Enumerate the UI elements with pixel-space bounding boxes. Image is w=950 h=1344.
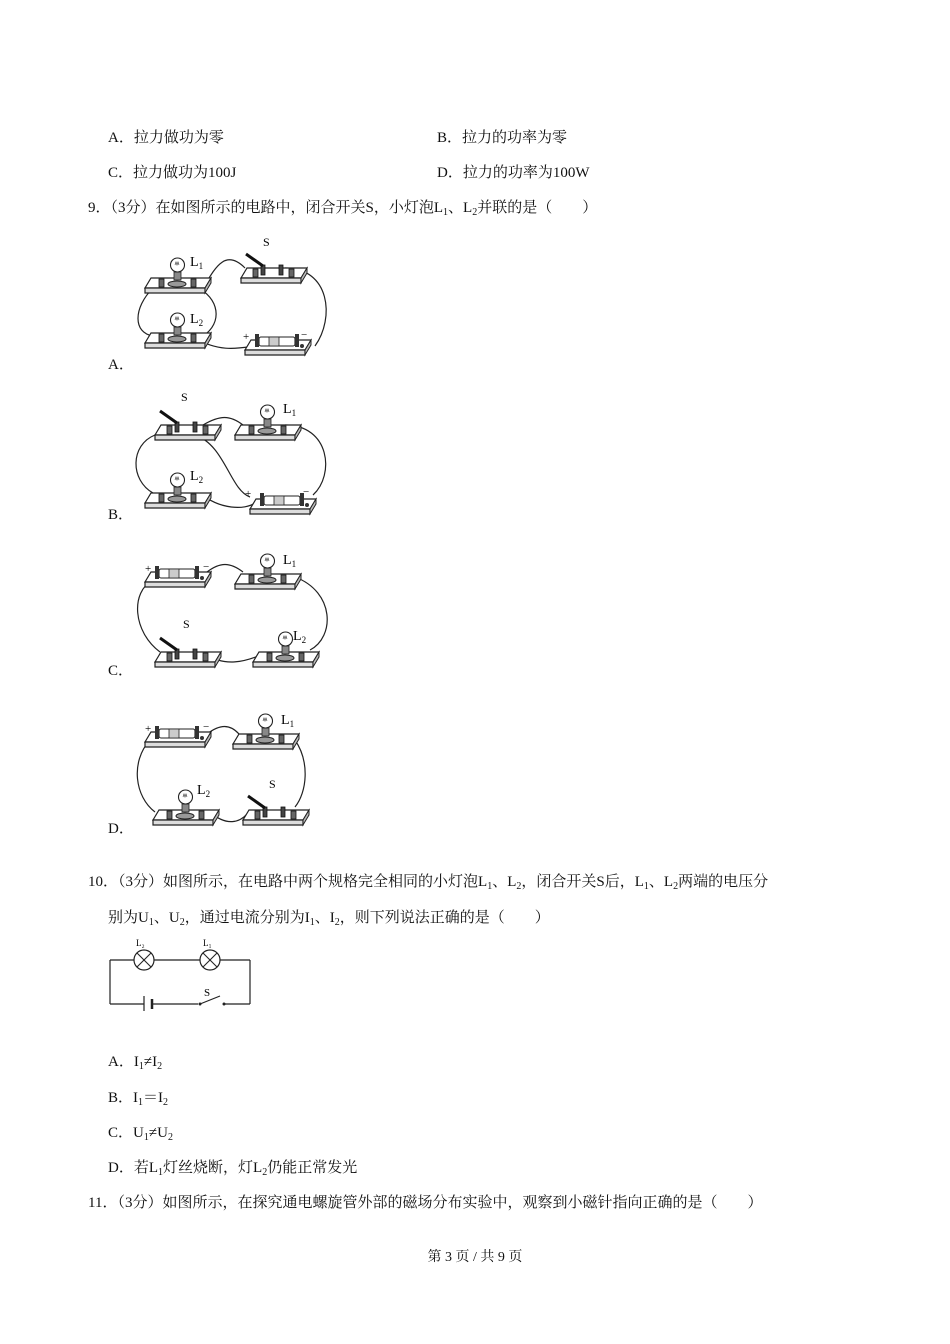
label-l2-sub: 2 bbox=[301, 635, 307, 645]
q8-option-c bbox=[108, 161, 236, 182]
q10-option-b-label: B． bbox=[108, 1090, 134, 1106]
label-l2: L bbox=[190, 469, 199, 484]
label-plus: + bbox=[145, 723, 152, 735]
q10-option-d-label: D． bbox=[108, 1160, 134, 1176]
q9-option-c-label: C． bbox=[108, 663, 134, 679]
q10-option-a-label: A． bbox=[108, 1054, 134, 1070]
sub: 1 bbox=[158, 1167, 164, 1178]
q9-option-d-label: D． bbox=[108, 821, 134, 837]
label-plus: + bbox=[243, 331, 250, 343]
q9-stem-text-a: 在如图所示的电路中，闭合开关S，小灯泡L bbox=[155, 200, 444, 216]
q10-number: 10． bbox=[88, 874, 119, 890]
sub: 2 bbox=[157, 1061, 163, 1072]
sub: 2 bbox=[262, 1167, 268, 1178]
q8-option-a-text: 拉力做功为零 bbox=[133, 130, 224, 146]
battery-symbol bbox=[144, 996, 152, 1011]
q10-stem-line1 bbox=[88, 870, 768, 891]
q10-text: 两端的电压分 bbox=[678, 874, 769, 890]
q10-option-d bbox=[108, 1156, 357, 1177]
wire bbox=[207, 727, 239, 735]
q9-stem bbox=[88, 196, 597, 217]
q8-option-b bbox=[437, 126, 567, 147]
label-minus: − bbox=[301, 329, 308, 341]
q9-circuit-c bbox=[135, 542, 335, 672]
label-l1-sub: 1 bbox=[198, 261, 204, 271]
svg-text:L1 bbox=[190, 255, 203, 271]
label-l1-sub: 1 bbox=[291, 559, 297, 569]
label-s: S bbox=[269, 777, 276, 791]
q8-option-a-label: A． bbox=[108, 130, 134, 146]
switch-symbol bbox=[199, 996, 226, 1006]
label-l2: L₂ bbox=[136, 938, 145, 948]
q10-text: ，通过电流分别为I bbox=[184, 910, 310, 926]
sub: 1 bbox=[143, 1132, 149, 1143]
q10-text: 、L bbox=[648, 874, 674, 890]
lamp-l2 bbox=[253, 632, 319, 667]
sub: 1 bbox=[643, 881, 649, 892]
lamp-l2-symbol bbox=[134, 950, 154, 970]
sub: 1 bbox=[148, 917, 154, 928]
sub: 2 bbox=[516, 881, 522, 892]
sub: 1 bbox=[487, 881, 493, 892]
q9-circuit-a bbox=[135, 228, 335, 363]
q10-text: I bbox=[133, 1090, 139, 1106]
label-l1: L bbox=[283, 553, 292, 568]
q10-text: 若L bbox=[133, 1160, 159, 1176]
q9-option-a-label: A． bbox=[108, 357, 134, 373]
q10-text: ≠I bbox=[143, 1054, 158, 1070]
label-l1: L bbox=[190, 255, 199, 270]
sub: 1 bbox=[138, 1097, 144, 1108]
battery bbox=[145, 566, 211, 587]
svg-text:L1 bbox=[283, 553, 296, 569]
label-s: S bbox=[183, 617, 190, 631]
sub: 2 bbox=[163, 1097, 169, 1108]
label-l1: L₁ bbox=[203, 938, 212, 948]
q10-option-c bbox=[108, 1121, 173, 1142]
label-s: S bbox=[204, 987, 211, 999]
label-l2-sub: 2 bbox=[198, 475, 204, 485]
q10-stem-line2 bbox=[108, 906, 550, 927]
label-l2: L bbox=[190, 312, 199, 327]
q8-option-d-label: D． bbox=[437, 165, 463, 181]
q11-stem-text: 如图所示，在探究通电螺旋管外部的磁场分布实验中，观察到小磁针指向正确的是（ ） bbox=[162, 1195, 763, 1211]
q10-text: ，闭合开关S后，L bbox=[521, 874, 644, 890]
q10-option-b bbox=[108, 1086, 168, 1107]
q9-sub1: 1 bbox=[443, 207, 449, 218]
q11-number: 11． bbox=[88, 1195, 118, 1211]
wire bbox=[138, 580, 160, 652]
q9-circuit-d bbox=[135, 702, 335, 832]
q11-score: （3分） bbox=[117, 1195, 163, 1211]
svg-text:L2 bbox=[190, 312, 203, 328]
q10-text: 灯丝烧断，灯L bbox=[163, 1160, 263, 1176]
svg-text:L2 bbox=[293, 629, 306, 645]
label-l2-sub: 2 bbox=[198, 318, 204, 328]
label-l1-sub: 1 bbox=[289, 719, 295, 729]
q9-sub2: 2 bbox=[472, 207, 478, 218]
label-s: S bbox=[263, 235, 270, 249]
wire bbox=[138, 288, 153, 336]
page-footer: 第 3 页 / 共 9 页 bbox=[427, 1250, 523, 1265]
q10-text: ＝I bbox=[143, 1090, 164, 1106]
q10-text: ，则下列说法正确的是（ ） bbox=[339, 910, 550, 926]
q10-text: 仍能正常发光 bbox=[267, 1160, 358, 1176]
q10-text: 如图所示，在电路中两个规格完全相同的小灯泡L bbox=[163, 874, 488, 890]
q10-text: 、L bbox=[492, 874, 517, 890]
q10-text: U bbox=[133, 1125, 144, 1141]
switch-s bbox=[155, 411, 221, 440]
q9-stem-text-b: 并联的是（ ） bbox=[477, 200, 598, 216]
q10-text: I bbox=[133, 1054, 139, 1070]
q9-circuit-b bbox=[135, 385, 335, 520]
label-plus: + bbox=[145, 563, 152, 575]
q8-option-b-text: 拉力的功率为零 bbox=[462, 130, 568, 146]
label-l2: L bbox=[293, 629, 302, 644]
label-l2: L bbox=[197, 783, 206, 798]
q8-option-c-label: C． bbox=[108, 165, 134, 181]
sub: 1 bbox=[309, 917, 315, 928]
sub: 2 bbox=[673, 881, 679, 892]
q8-option-c-text: 拉力做功为100J bbox=[133, 165, 237, 181]
label-minus: − bbox=[203, 721, 210, 733]
svg-text:L2 bbox=[190, 469, 203, 485]
label-l1: L bbox=[281, 713, 290, 728]
q8-option-d-text: 拉力的功率为100W bbox=[462, 165, 590, 181]
sub: 1 bbox=[138, 1061, 144, 1072]
sub: 2 bbox=[167, 1132, 173, 1143]
svg-text:L1 bbox=[281, 713, 294, 729]
svg-text:L1 bbox=[283, 402, 296, 418]
label-minus: − bbox=[303, 486, 310, 498]
q9-sep: 、L bbox=[448, 200, 473, 216]
q9-score: （3分） bbox=[110, 200, 156, 216]
wire bbox=[137, 740, 155, 812]
wire bbox=[195, 435, 250, 497]
switch-s bbox=[155, 638, 221, 667]
q10-text: 别为U bbox=[108, 910, 149, 926]
q9-number: 9． bbox=[88, 200, 111, 216]
battery bbox=[145, 726, 211, 747]
wire bbox=[136, 435, 155, 493]
wire bbox=[295, 740, 305, 807]
sub: 2 bbox=[334, 917, 340, 928]
label-l1: L bbox=[283, 402, 292, 417]
q10-series-circuit bbox=[106, 936, 256, 1011]
switch-s bbox=[241, 254, 307, 283]
label-plus: + bbox=[245, 488, 252, 500]
q8-option-d bbox=[437, 161, 590, 182]
wire bbox=[207, 565, 243, 573]
q10-score: （3分） bbox=[118, 874, 164, 890]
label-s: S bbox=[181, 390, 188, 404]
q10-text: 、I bbox=[314, 910, 335, 926]
q8-option-b-label: B． bbox=[437, 130, 463, 146]
wire bbox=[203, 418, 243, 426]
q10-text: 、U bbox=[153, 910, 180, 926]
label-minus: − bbox=[203, 561, 210, 573]
sub: 2 bbox=[179, 917, 185, 928]
svg-text:L2 bbox=[197, 783, 210, 799]
q10-text: ≠U bbox=[148, 1125, 168, 1141]
lamp-l1-symbol bbox=[200, 950, 220, 970]
q9-option-b-label: B． bbox=[108, 507, 134, 523]
q11-stem bbox=[88, 1191, 762, 1212]
label-l2-sub: 2 bbox=[205, 789, 211, 799]
q8-option-a bbox=[108, 126, 224, 147]
q10-option-c-label: C． bbox=[108, 1125, 134, 1141]
label-l1-sub: 1 bbox=[291, 408, 297, 418]
q10-option-a bbox=[108, 1050, 162, 1071]
